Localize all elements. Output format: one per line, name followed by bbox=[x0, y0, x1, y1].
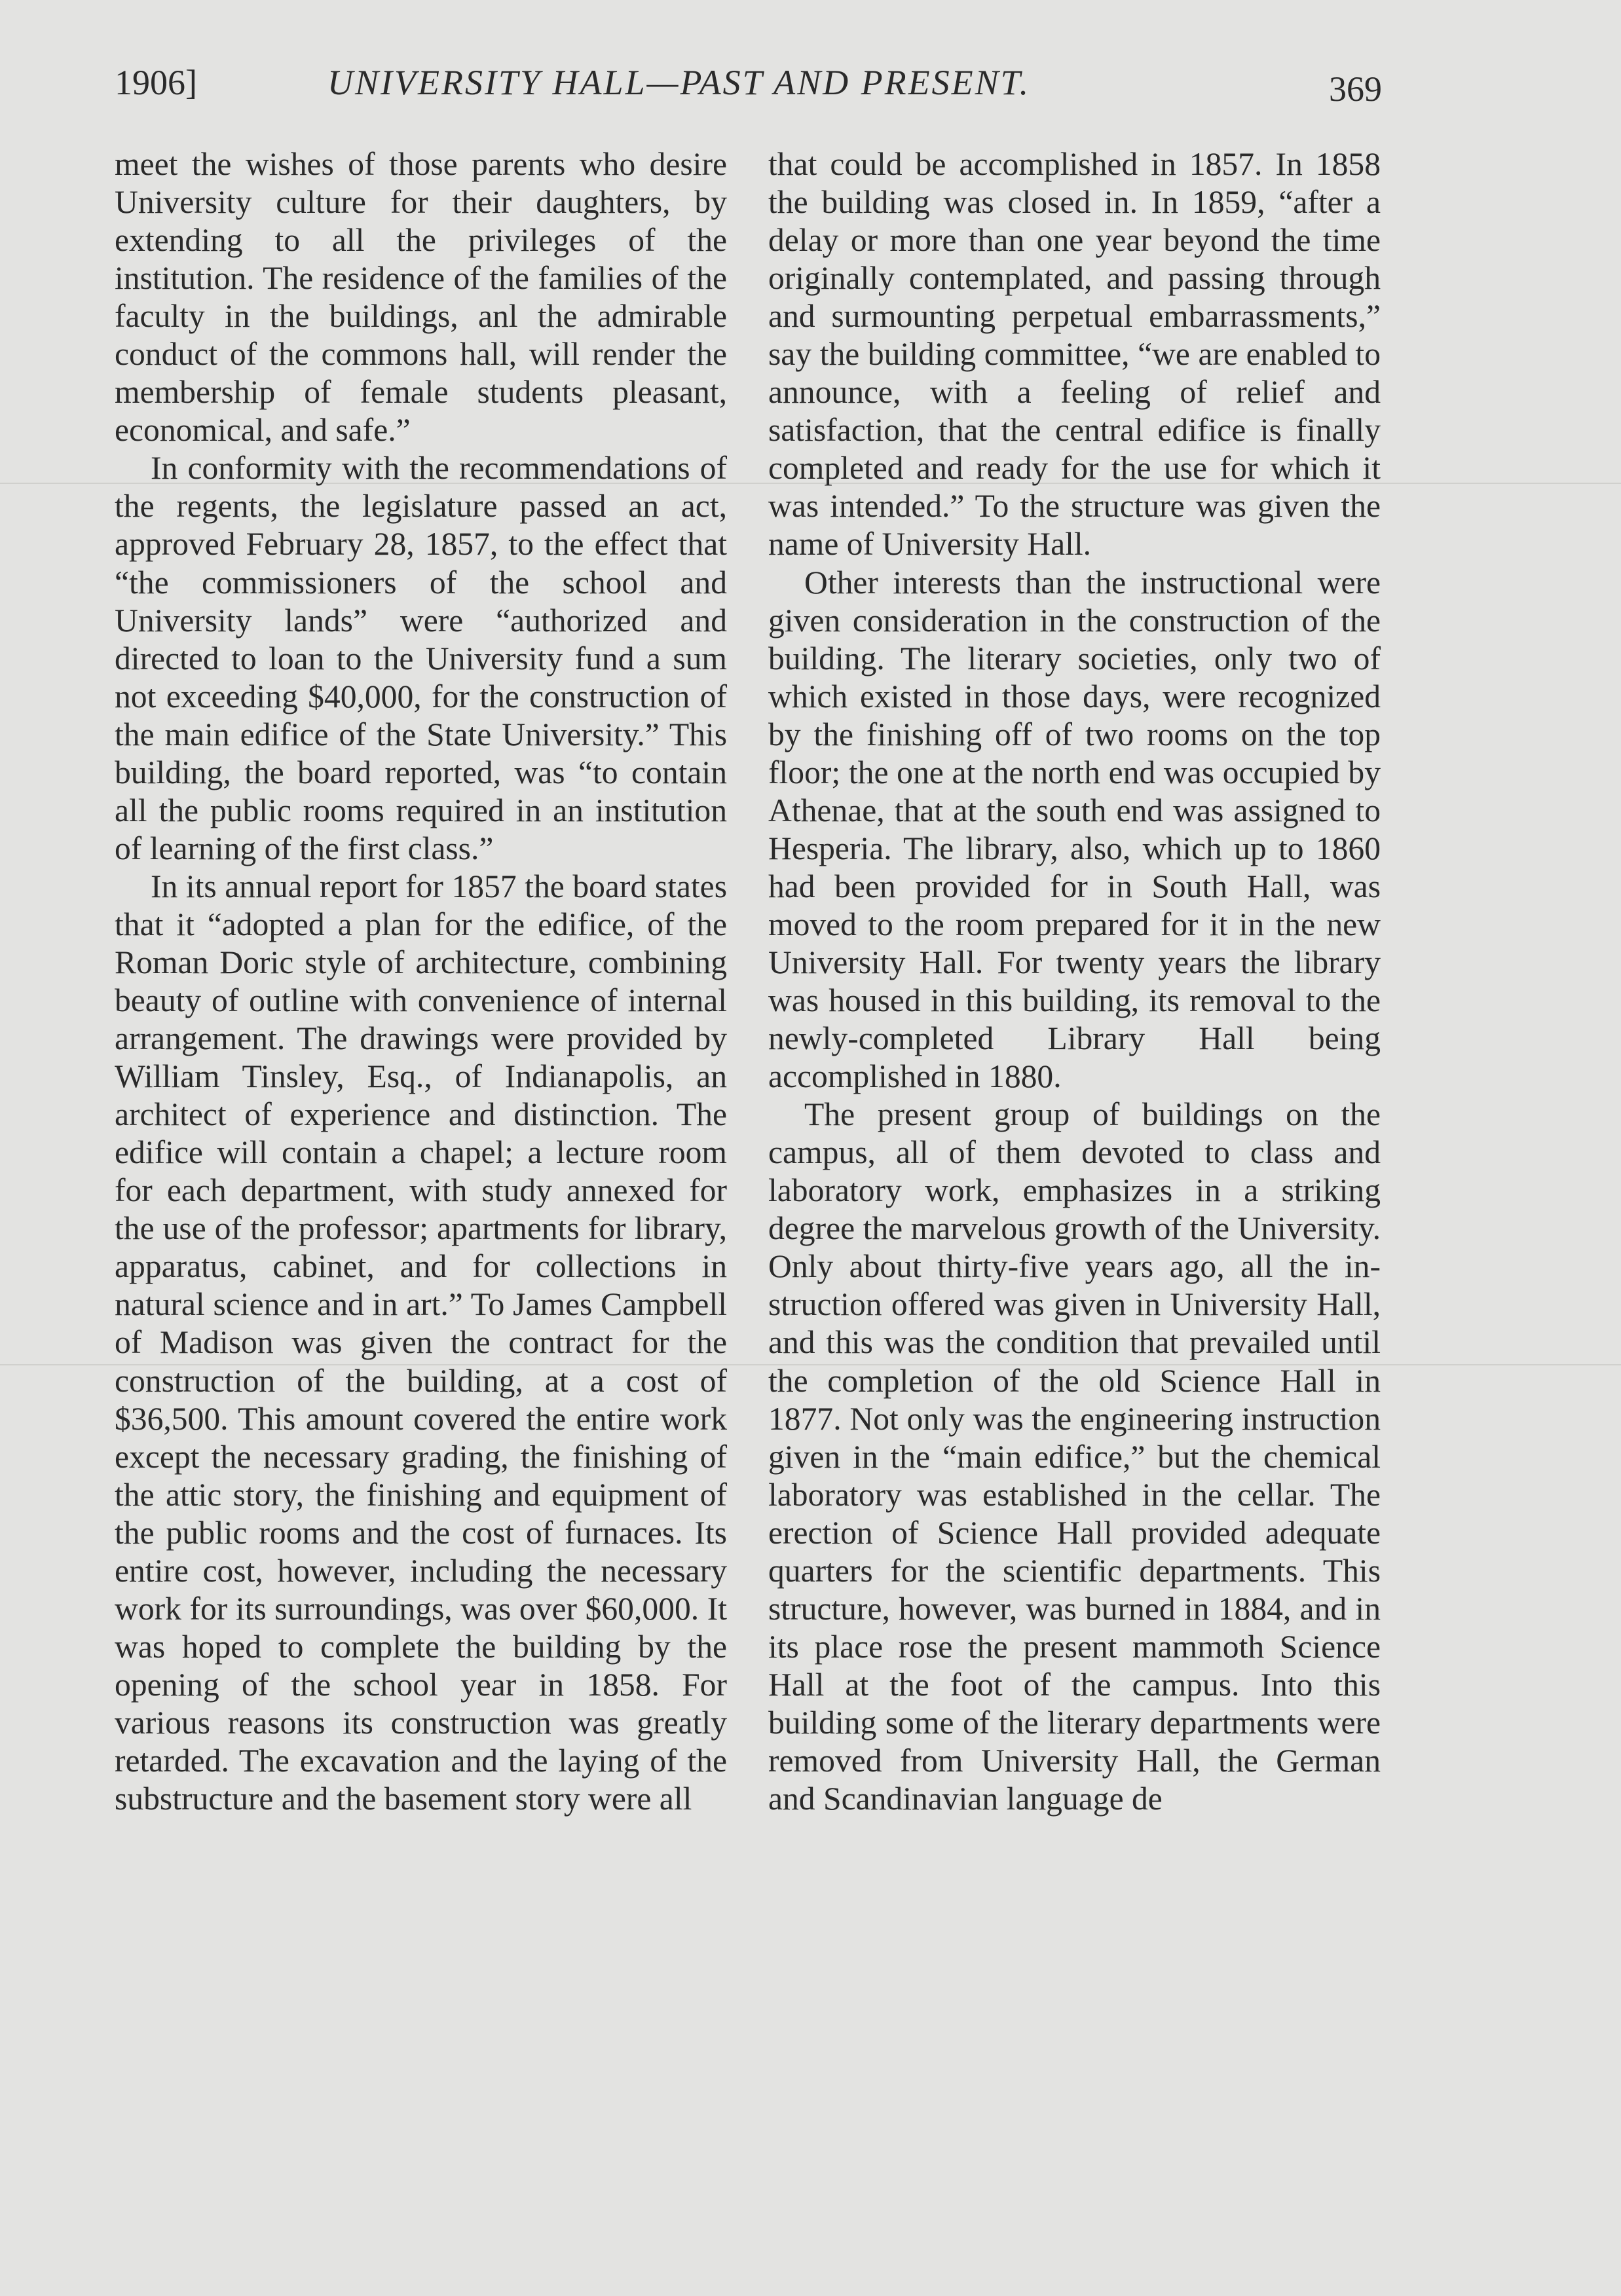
paragraph: The present group of buildings on the campus, all of them devoted to class and laboratory work, emphasizes in a striking degree the marvelous growth of the University. Only about thirty-five years ago, all the instruction offered was given in University Hall, and this was the condition that prevailed until the completion of the old Science Hall in 1877. Not only was the engineering instruction given in the “main edifice,” but the chemical laboratory was established in the cellar. The erection of Science Hall provided adequate quarters for the scientific departments. This structure, however, was burned in 1884, and in its place rose the present mammoth Science Hall at the foot of the campus. Into this building some of the literary departments were removed from University Hall, the German and Scandinavian language de bbox=[768, 1096, 1381, 1817]
paragraph: Other interests than the instructional were given consideration in the construction of the building. The literary societies, only two of which existed in those days, were recognized by the finishing off of two rooms on the top floor; the one at the north end was occupied by Athenae, that at the south end was assigned to Hesperia. The library, also, which up to 1860 had been provided for in South Hall, was moved to the room prepared for it in the new University Hall. For twenty years the library was housed in this building, its removal to the newly-completed Library Hall being accomplished in 1880. bbox=[768, 564, 1381, 1095]
left-column bbox=[115, 145, 727, 1818]
page-number: 369 bbox=[1329, 69, 1382, 109]
header-title: UNIVERSITY HALL—PAST AND PRESENT. bbox=[327, 63, 1031, 102]
right-column bbox=[768, 145, 1381, 1818]
paragraph: meet the wishes of those parents who desire University culture for their daughters, by extending to all the privileges of the institution. The residence of the families of the faculty in the buildings, anl the admirable conduct of the commons hall, will render the membership of female students pleasant, economical, and safe.” bbox=[115, 146, 727, 449]
paragraph: In its annual report for 1857 the board states that it “adopted a plan for the edifice, of the Roman Doric style of architecture, combining beauty of outline with convenience of internal arrangement. The drawings were provided by William Tinsley, Esq., of Indianapolis, an architect of experience and distinction. The edifice will contain a chapel; a lecture room for each department, with study annexed for the use of the professor; apartments for library, apparatus, cabinet, and for collections in natural science and in art.” To James Campbell of Madison was given the contract for the construction of the building, at a cost of $36,500. This amount covered the entire work except the necessary grading, the finishing of the attic story, the finishing and equipment of the public rooms and the cost of furnaces. Its entire cost, however, including the necessary work for its surroundings, was over $60,000. It was hoped to complete the building by the opening of the school year in 1858. For various reasons its construction was greatly retarded. The excavation and the laying of the substructure and the basement story were all bbox=[115, 868, 727, 1817]
paragraph: that could be accomplished in 1857. In 1858 the building was closed in. In 1859, “after a delay or more than one year beyond the time originally contemplated, and passing through and surmounting perpetual embarrassments,” say the building committee, “we are enabled to announce, with a feeling of relief and satisfaction, that the central edifice is finally completed and ready for the use for which it was intended.” To the structure was given the name of University Hall. bbox=[768, 146, 1381, 563]
paragraph: In conformity with the recommendations of the regents, the legislature passed an act, approved February 28, 1857, to the effect that “the commissioners of the school and University lands” were “authorized and directed to loan to the University fund a sum not exceeding $40,000, for the construction of the main edifice of the State University.” This building, the board reported, was “to contain all the public rooms required in an institution of learning of the first class.” bbox=[115, 450, 727, 866]
running-header bbox=[115, 62, 1382, 115]
header-year: 1906] bbox=[115, 63, 197, 102]
